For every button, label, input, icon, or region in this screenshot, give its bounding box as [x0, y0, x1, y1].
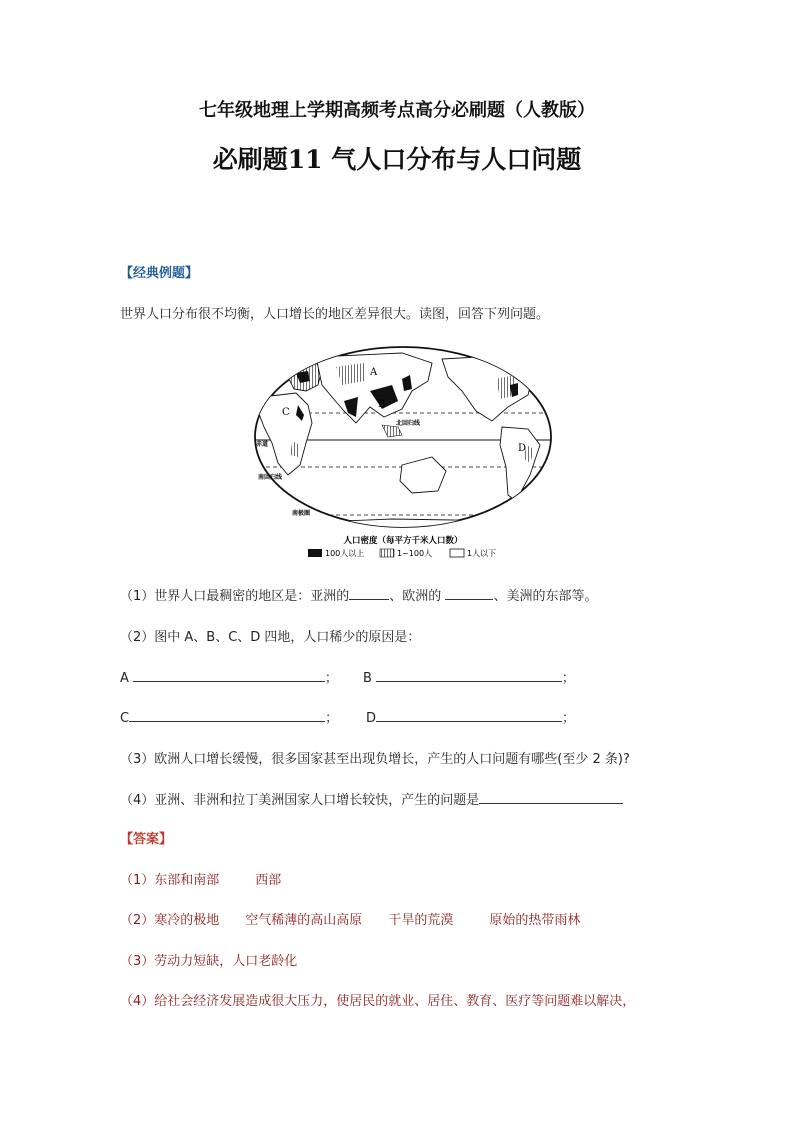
answer-1-part-2: 西部	[255, 873, 282, 888]
q4-blank[interactable]	[479, 791, 623, 804]
document-title: 必刷题11 气人口分布与人口问题	[212, 145, 582, 174]
question-1	[120, 585, 597, 604]
answer-2-part-3: 干旱的荒漠	[388, 913, 454, 928]
label-c: C	[120, 711, 130, 726]
blank-c[interactable]	[129, 709, 325, 722]
question-4	[120, 789, 623, 808]
blank-b[interactable]	[376, 669, 562, 682]
section-label-answer: 【答案】	[120, 832, 173, 847]
label-antarctic-circle: 南极圈	[292, 510, 311, 517]
answer-2-part-1: 寒冷的极地	[154, 913, 220, 928]
map-letter-d: D	[518, 443, 527, 454]
answer-line-b	[363, 667, 575, 686]
label-a: A	[120, 671, 129, 686]
document-subtitle: 七年级地理上学期高频考点高分必刷题（人教版）	[199, 100, 595, 121]
legend-swatch-dense	[308, 549, 322, 557]
semicolon: ；	[562, 711, 576, 726]
legend-medium: 1~100人	[397, 549, 433, 558]
answer-1-part-1: 东部和南部	[154, 873, 220, 888]
answer-2	[120, 909, 580, 928]
map-letter-b: B	[378, 399, 386, 410]
q1-blank-1[interactable]	[349, 587, 389, 600]
legend-title: 人口密度（每平方千米人口数）	[343, 536, 463, 546]
label-d: D	[366, 711, 377, 726]
answer-1-number: （1）	[120, 873, 155, 888]
answer-1	[120, 869, 281, 888]
label-tropic-cancer: 北回归线	[396, 420, 421, 427]
q4-text: （4）亚洲、非洲和拉丁美洲国家人口增长较快，产生的问题是	[120, 793, 480, 808]
question-3: （3）欧洲人口增长缓慢，很多国家甚至出现负增长，产生的人口问题有哪些(至少 2 条)?	[120, 752, 630, 767]
legend-dense: 100人以上	[325, 549, 365, 558]
answer-2-part-4: 原始的热带雨林	[489, 913, 581, 928]
legend-swatch-medium	[380, 549, 394, 557]
world-population-map	[252, 345, 554, 563]
q1-text-b: 、欧洲的	[389, 589, 442, 604]
answer-line-a	[120, 667, 338, 686]
legend-swatch-sparse	[450, 549, 464, 557]
semicolon: ；	[561, 671, 575, 686]
answer-2-part-2: 空气稀薄的高山高原	[245, 913, 363, 928]
label-tropic-capricorn: 南回归线	[258, 474, 283, 481]
q1-blank-2[interactable]	[445, 587, 493, 600]
answer-line-d	[366, 707, 575, 726]
map-letter-c: C	[282, 407, 290, 418]
section-label-example: 【经典例题】	[120, 266, 199, 281]
legend-sparse: 1人以下	[467, 549, 497, 558]
q1-text-c: 、美洲的东部等。	[493, 589, 598, 604]
label-equator: 赤道	[256, 441, 269, 448]
blank-a[interactable]	[133, 669, 325, 682]
question-intro: 世界人口分布很不均衡，人口增长的地区差异很大。读图，回答下列问题。	[120, 307, 550, 322]
label-b: B	[363, 671, 372, 686]
question-2: （2）图中 A、B、C、D 四地，人口稀少的原因是：	[120, 630, 421, 645]
answer-3: （3）劳动力短缺，人口老龄化	[120, 954, 298, 969]
answer-4: （4）给社会经济发展造成很大压力，使居民的就业、居住、教育、医疗等问题难以解决，	[120, 994, 636, 1009]
q1-text-a: （1）世界人口最稠密的地区是：亚洲的	[120, 589, 350, 604]
map-letter-a: A	[370, 367, 378, 378]
answer-line-c	[120, 707, 338, 726]
blank-d[interactable]	[376, 709, 562, 722]
semicolon: ；	[325, 711, 339, 726]
answer-2-number: （2）	[120, 913, 155, 928]
semicolon: ；	[324, 671, 338, 686]
